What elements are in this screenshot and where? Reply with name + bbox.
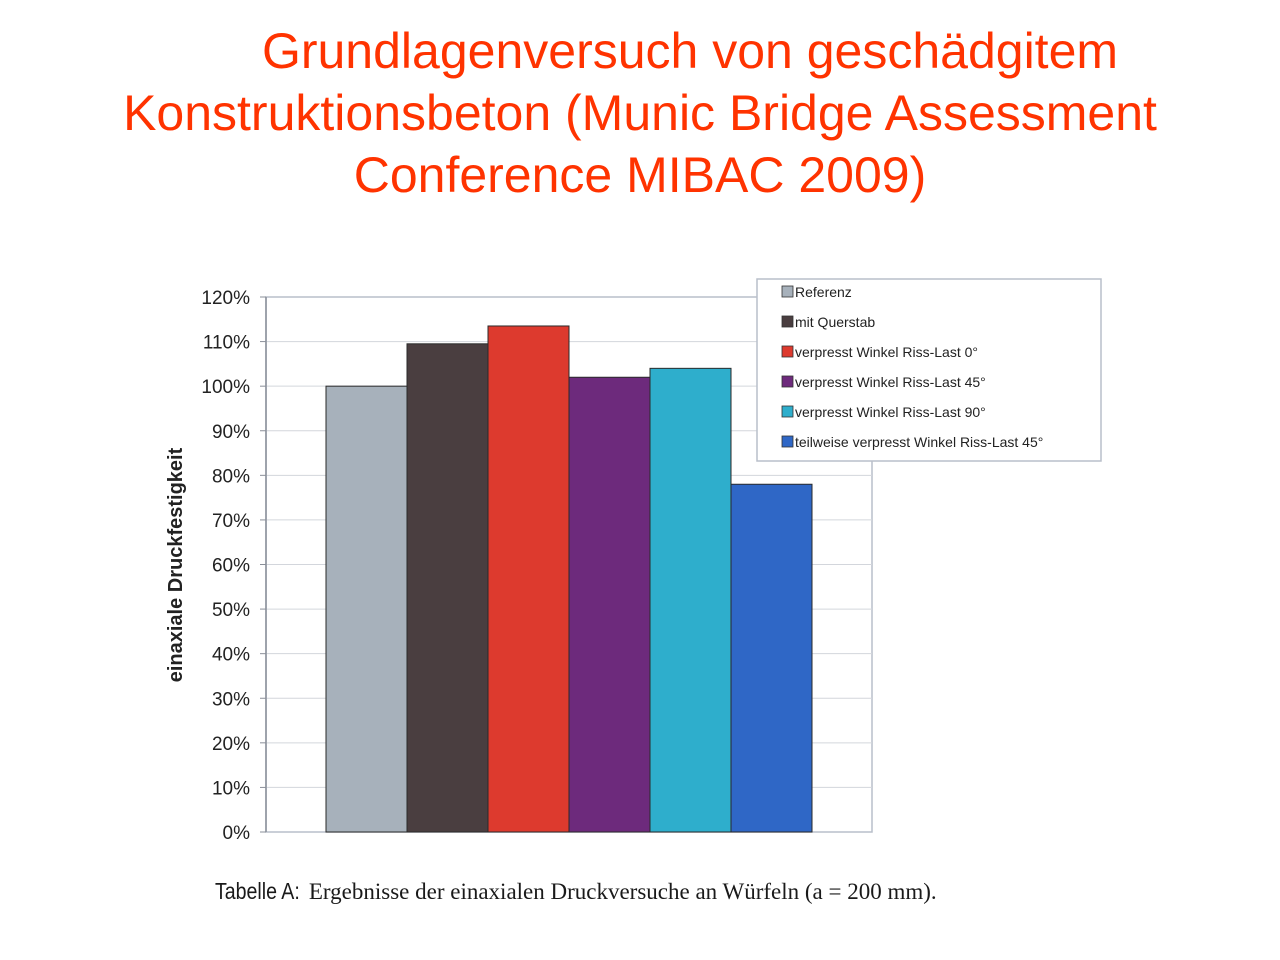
y-tick-label: 10% (211, 778, 250, 800)
y-tick-label: 80% (211, 466, 250, 488)
bar (326, 386, 407, 832)
legend-swatch (782, 316, 793, 327)
legend-swatch (782, 406, 793, 417)
y-tick-label: 30% (211, 689, 250, 711)
y-tick-label: 100% (201, 377, 250, 399)
legend-swatch (782, 286, 793, 297)
slide-title-line-3: Conference MIBAC 2009) (353, 147, 927, 203)
legend-label: teilweise verpresst Winkel Riss-Last 45° (795, 434, 1044, 450)
y-axis (201, 288, 266, 844)
legend (757, 279, 1101, 461)
bar (407, 344, 488, 832)
slide-title-line-1: Grundlagenversuch von geschädgitem (261, 23, 1119, 79)
legend-label: mit Querstab (795, 314, 876, 330)
legend-swatch (782, 436, 793, 447)
bar (569, 377, 650, 832)
legend-label: verpresst Winkel Riss-Last 90° (795, 404, 986, 420)
y-tick-label: 120% (201, 288, 250, 309)
legend-swatch (782, 376, 793, 387)
y-tick-label: 110% (202, 332, 250, 354)
y-axis-title: einaxiale Druckfestigkeit (165, 447, 187, 683)
caption-prefix: Tabelle A: (215, 878, 300, 904)
bar (650, 368, 731, 832)
y-tick-label: 0% (222, 823, 250, 844)
slide-title-line-2: Konstruktionsbeton (Munic Bridge Assessment (123, 85, 1157, 141)
bar (488, 326, 569, 832)
legend-label: Referenz (795, 284, 852, 300)
caption-text: Ergebnisse der einaxialen Druckversuche an Würfeln (a = 200 mm). (308, 879, 937, 904)
y-tick-label: 90% (211, 421, 250, 443)
figure-caption (215, 878, 1215, 905)
legend-label: verpresst Winkel Riss-Last 45° (795, 374, 986, 390)
y-tick-label: 40% (211, 644, 250, 666)
legend-swatch (782, 346, 793, 357)
bar (731, 484, 812, 832)
y-tick-label: 70% (211, 510, 250, 532)
y-tick-label: 50% (211, 600, 250, 622)
y-tick-label: 20% (211, 733, 250, 755)
legend-label: verpresst Winkel Riss-Last 0° (795, 344, 978, 360)
y-tick-label: 60% (211, 555, 250, 577)
